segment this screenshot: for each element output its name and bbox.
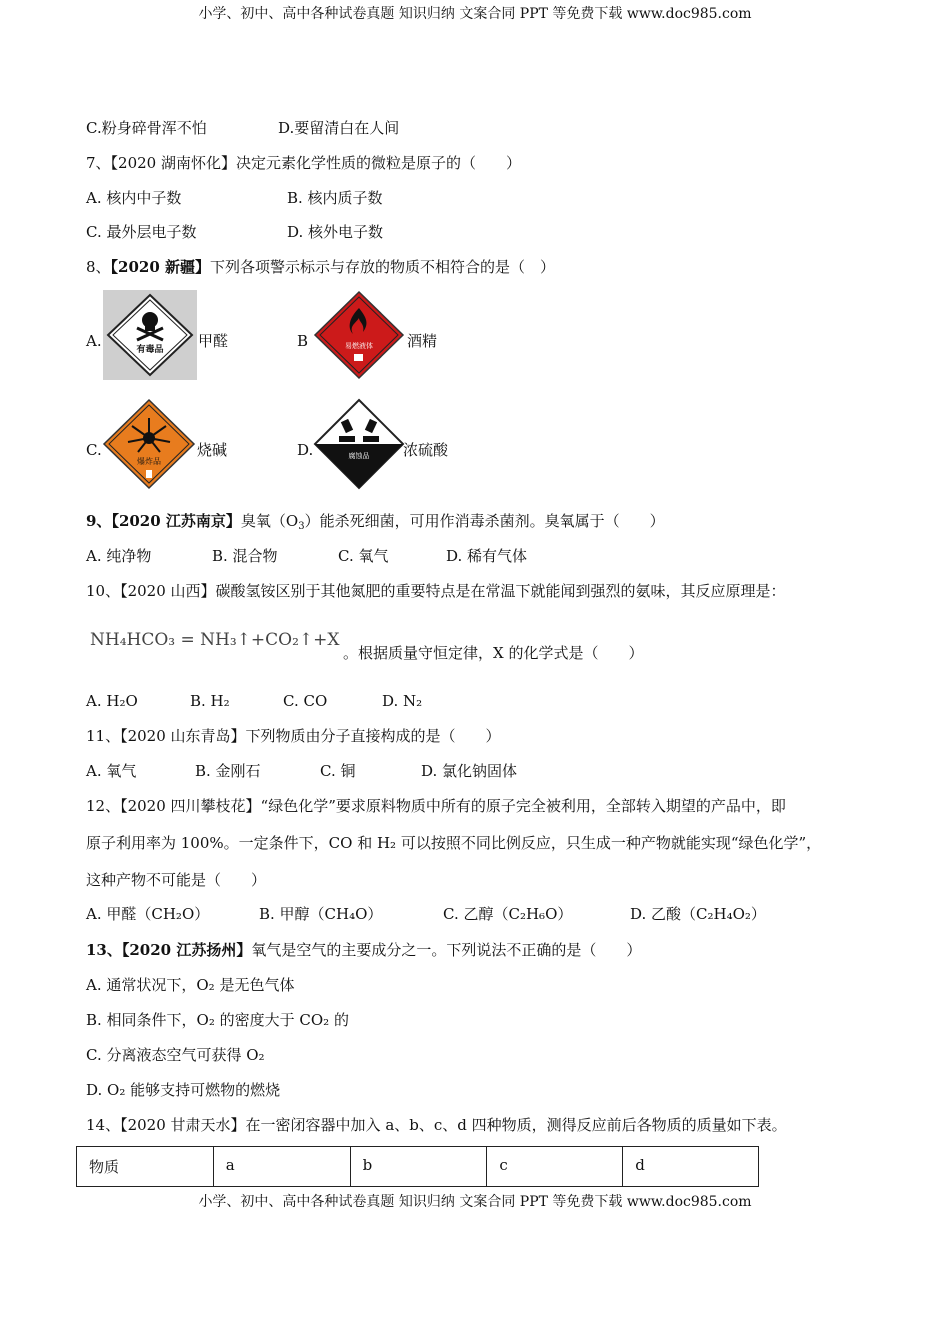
q7-option-a: A. 核内中子数 <box>86 189 182 207</box>
q11-number: 11、 <box>86 727 121 745</box>
question-10 <box>86 581 786 601</box>
explosive-sign-icon <box>102 398 196 490</box>
question-11 <box>86 726 501 746</box>
q12-option-b: B. 甲醇（CH₄O） <box>259 905 383 923</box>
q10-tag: 【2020 山西】 <box>120 582 216 600</box>
q8-option-b-label: B <box>297 332 309 350</box>
q12-line2: 原子利用率为 100%。一定条件下，CO 和 H₂ 可以按照不同比例反应，只生成一种产物就能实现“绿色化学”， <box>86 834 822 852</box>
table-cell: b <box>350 1147 487 1187</box>
q9-option-d: D. 稀有气体 <box>446 547 528 565</box>
q9-number: 9、 <box>86 512 112 530</box>
question-9 <box>86 511 665 531</box>
q11-option-a: A. 氧气 <box>86 762 137 780</box>
table-cell: 物质 <box>77 1147 214 1187</box>
q12-line3: 这种产物不可能是（ ） <box>86 871 267 889</box>
table-cell: a <box>213 1147 350 1187</box>
q7-number: 7、 <box>86 154 111 172</box>
q8-option-d-text: 浓硫酸 <box>403 441 449 459</box>
page-header: 小学、初中、高中各种试卷真题 知识归纳 文案合同 PPT 等免费下载 www.doc985.com <box>198 6 752 22</box>
q8-tag: 【2020 新疆】 <box>110 258 211 276</box>
toxic-sign-text: 有毒品 <box>136 345 164 355</box>
q12-line1: “绿色化学”要求原料物质中所有的原子完全被利用，全部转入期望的产品中，即 <box>260 797 786 815</box>
q11-option-d: D. 氯化钠固体 <box>421 762 518 780</box>
question-12 <box>86 796 786 816</box>
q10-stem: 碳酸氢铵区别于其他氮肥的重要特点是在常温下就能闻到强烈的氨味，其反应原理是： <box>215 582 786 600</box>
q14-number: 14、 <box>86 1116 121 1134</box>
q10-formula: NH₄HCO₃ = NH₃↑+CO₂↑+X <box>90 630 340 650</box>
q11-stem: 下列物质由分子直接构成的是（ ） <box>245 727 501 745</box>
q8-option-d-label: D. <box>297 441 314 459</box>
question-14 <box>86 1115 787 1135</box>
q13-option-d: D. O₂ 能够支持可燃物的燃烧 <box>86 1081 281 1099</box>
q7-option-c: C. 最外层电子数 <box>86 223 197 241</box>
q10-option-a: A. H₂O <box>86 692 138 710</box>
question-8 <box>86 257 555 277</box>
question-13 <box>86 940 641 960</box>
q11-option-b: B. 金刚石 <box>195 762 261 780</box>
q13-option-a: A. 通常状况下，O₂ 是无色气体 <box>86 976 295 994</box>
q9-option-c: C. 氧气 <box>338 547 389 565</box>
toxic-sign-icon <box>103 290 197 380</box>
q13-number: 13、 <box>86 941 122 959</box>
q10-number: 10、 <box>86 582 121 600</box>
page-footer: 小学、初中、高中各种试卷真题 知识归纳 文案合同 PPT 等免费下载 www.doc985.com <box>198 1194 752 1210</box>
corrosive-sign-text: 腐蚀品 <box>348 452 370 460</box>
q10-option-d: D. N₂ <box>382 692 423 710</box>
q10-option-c: C. CO <box>283 692 328 710</box>
q13-tag: 【2020 江苏扬州】 <box>121 941 252 959</box>
q8-option-c-label: C. <box>86 441 102 459</box>
q12-option-a: A. 甲醛（CH₂O） <box>86 905 210 923</box>
q12-number: 12、 <box>86 797 121 815</box>
explosive-sign-text: 爆炸品 <box>137 457 161 466</box>
q14-stem: 在一密闭容器中加入 a、b、c、d 四种物质，测得反应前后各物质的质量如下表。 <box>245 1116 787 1134</box>
q9-stem-post: ）能杀死细菌，可用作消毒杀菌剂。臭氧属于（ ） <box>304 512 665 530</box>
q8-stem: 下列各项警示标示与存放的物质不相符合的是（ ） <box>210 258 556 276</box>
q9-tag: 【2020 江苏南京】 <box>111 512 241 530</box>
q11-option-c: C. 铜 <box>320 762 356 780</box>
flammable-sign-text: 易燃液体 <box>345 342 373 350</box>
q14-tag: 【2020 甘肃天水】 <box>120 1116 246 1134</box>
q6-option-d: D.要留清白在人间 <box>278 119 400 137</box>
q7-tag: 【2020 湖南怀化】 <box>110 154 236 172</box>
q8-option-a-label: A. <box>86 332 102 350</box>
q11-tag: 【2020 山东青岛】 <box>120 727 246 745</box>
q9-option-b: B. 混合物 <box>212 547 278 565</box>
q9-stem-sub: 3 <box>298 521 305 532</box>
q13-stem: 氧气是空气的主要成分之一。下列说法不正确的是（ ） <box>251 941 642 959</box>
q13-option-b: B. 相同条件下，O₂ 的密度大于 CO₂ 的 <box>86 1011 349 1029</box>
q12-option-d: D. 乙酸（C₂H₄O₂） <box>630 905 766 923</box>
q10-after-formula: 。根据质量守恒定律，X 的化学式是（ ） <box>343 644 644 662</box>
q8-number: 8、 <box>86 258 111 276</box>
q13-option-c: C. 分离液态空气可获得 O₂ <box>86 1046 265 1064</box>
table-cell: c <box>487 1147 623 1187</box>
corrosive-sign-icon <box>313 398 405 490</box>
q12-tag: 【2020 四川攀枝花】 <box>120 797 261 815</box>
q6-option-c: C.粉身碎骨浑不怕 <box>86 119 207 137</box>
table-cell: d <box>623 1147 759 1187</box>
flammable-sign-icon <box>313 290 405 380</box>
q7-option-b: B. 核内质子数 <box>287 189 383 207</box>
question-7 <box>86 153 521 173</box>
q8-option-a-text: 甲醛 <box>198 332 229 350</box>
q9-option-a: A. 纯净物 <box>86 547 152 565</box>
q7-stem: 决定元素化学性质的微粒是原子的（ ） <box>236 154 522 172</box>
q8-option-c-text: 烧碱 <box>197 441 228 459</box>
q14-table <box>76 1146 759 1187</box>
q12-option-c: C. 乙醇（C₂H₆O） <box>443 905 573 923</box>
q8-option-b-text: 酒精 <box>407 332 438 350</box>
q7-option-d: D. 核外电子数 <box>287 223 384 241</box>
q10-option-b: B. H₂ <box>190 692 230 710</box>
table-row <box>77 1147 759 1187</box>
q9-stem-pre: 臭氧（O <box>240 512 299 530</box>
